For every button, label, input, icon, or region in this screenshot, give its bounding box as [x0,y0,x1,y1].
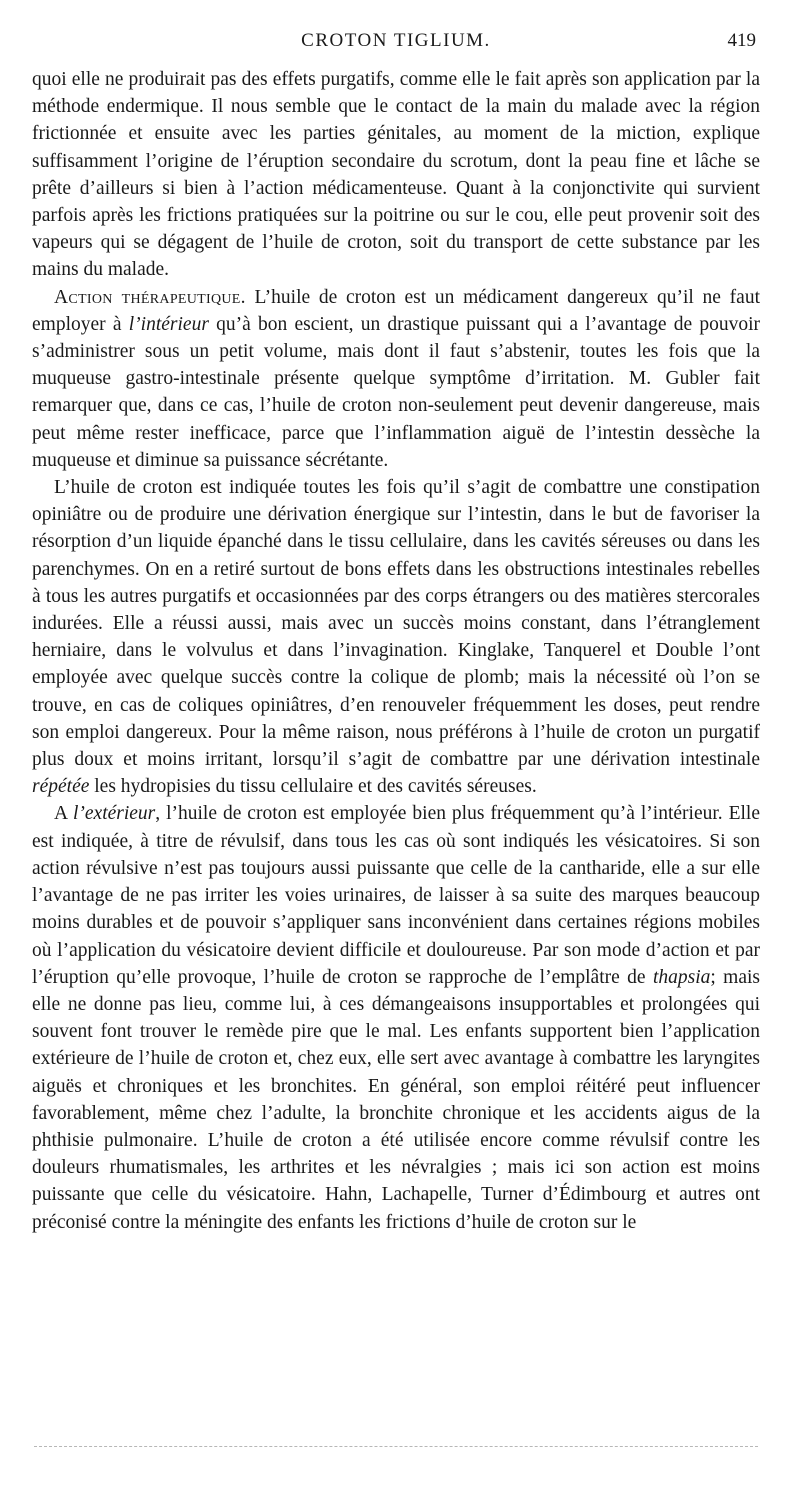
paragraph-text: ; mais elle ne donne pas lieu, comme lui, à ces démangeaisons insupportables et prolongées qui souvent font trouver le remède pire que le mal. Les enfants supportent bien l’application extérieure de l’huile de croton et, chez eux, elle sert avec avantage à combattre les laryngites aiguës et chroniques et les bronchites. En général, son emploi réitéré peut influencer favorablement, même chez l’adulte, la bronchite chronique et les accidents aigus de la phthisie pulmonaire. L’huile de croton a été utilisée encore comme révulsif contre les douleurs rhumatismales, les arthrites et les névralgies ; mais ici son action est moins puissante que celle du vésicatoire. Hahn, Lachapelle, Turner d’Édimbourg et autres ont préconisé contre la méningite des enfants les frictions d’huile de croton sur le [32,966,760,1233]
paragraph-text: L’huile de croton est indiquée toutes les fois qu’il s’agit de combattre une constipation opiniâtre ou de produire une dérivation énergique sur l’intestin, dans le but de favoriser la résorption d’un liquide épanché dans le tissu cellulaire, dans les cavités séreuses ou dans les parenchymes. On en a retiré surtout de bons effets dans les obstructions intestinales rebelles à tous les autres purgatifs et occasionnées par des corps étrangers ou des matières stercorales indurées. Elle a réussi aussi, mais avec un succès moins constant, dans l’étranglement herniaire, dans le volvulus et dans l’invagination. Kinglake, Tanquerel et Double l’ont employée avec quelque succès contre la colique de plomb; mais la nécessité où l’on se trouve, en cas de coliques opiniâtres, d’en renouveler fréquemment les doses, peut rendre son emploi dangereux. Pour la même raison, nous préférons à l’huile de croton un purgatif plus doux et moins irritant, lorsqu’il s’agit de combattre par une dérivation intestinale [32,477,760,771]
paragraph-text: L’huile de croton est un médicament dangereux qu’il ne faut employer à [32,286,760,335]
paragraph-continuation: quoi elle ne produirait pas des effets purgatifs, comme elle le fait après son application par la méthode endermique. Il nous semble que le contact de la main du malade avec la région frictionnée et ensuite avec les parties génitales, au moment de la miction, explique suffisamment l’origine de l’éruption secondaire du scrotum, dont la peau fine et lâche se prête d’ailleurs si bien à l’action médicamenteuse. Quant à la conjonctivite qui survient parfois après les frictions pratiquées sur la poitrine ou sur le cou, elle peut provenir soit des vapeurs qui se dégagent de l’huile de croton, soit du transport de cette substance par les mains du malade. [32,69,760,281]
section-heading-therapeutic-action: Action thérapeutique. [54,286,246,308]
running-title: CROTON TIGLIUM. [301,30,491,51]
emphasis-exterieur: l’extérieur [72,803,156,825]
emphasis-interieur: l’intérieur [128,313,209,335]
running-header [32,28,760,62]
paragraph-text: qu’à bon escient, un drastique puissant qui a l’avantage de pouvoir s’administrer sous un petit volume, mais dont il faut s’abstenir, toutes les fois que la muqueuse gastro-intestinale présente quelque symptôme d’irritation. M. Gubler fait remarquer que, dans ce cas, l’huile de croton non-seulement peut devenir dangereuse, mais peut même rester inefficace, parce que l’inflammation aiguë de l’intestin dessèche la muqueuse et diminue sa puissance sécrétante. [32,313,760,471]
book-page [32,28,760,1236]
footer-rule [34,1446,758,1447]
paragraph-external-use [32,800,760,1235]
paragraph-text: , l’huile de croton est employée bien plus fréquemment qu’à l’intérieur. Elle est indiquée, à titre de révulsif, dans tous les cas où sont indiqués les vésicatoires. Si son action révulsive n’est pas toujours aussi puissante que celle de la cantharide, elle a sur elle l’avantage de ne pas irriter les voies urinaires, de laisser à sa suite des marques beaucoup moins durables et de pouvoir s’appliquer sans inconvénient dans certaines régions mobiles où l’application du vésicatoire devient difficile et douloureuse. Par son mode d’action et par l’éruption qu’elle provoque, l’huile de croton se rapproche de l’emplâtre de [32,803,760,988]
emphasis-repetee: répétée [32,776,90,798]
paragraph-text: A [54,803,73,825]
paragraph-indications [32,474,760,800]
page-number: 419 [727,30,756,51]
paragraph-text: les hydropisies du tissu cellulaire et des cavités séreuses. [89,776,537,798]
emphasis-thapsia: thapsia [652,966,711,988]
paragraph-therapeutic-action [32,284,760,474]
